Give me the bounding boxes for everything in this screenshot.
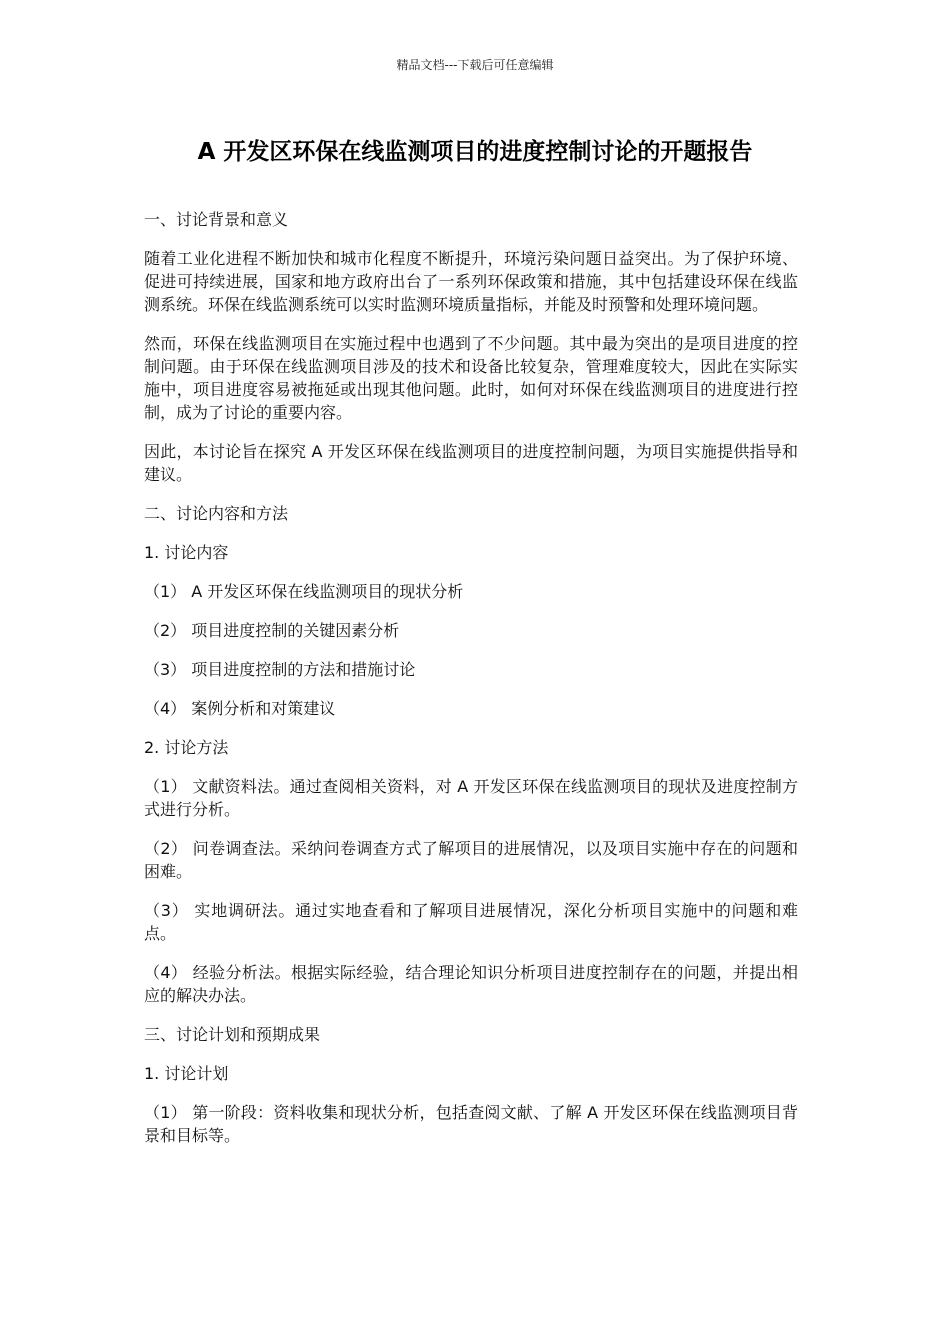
list-item: （2） 问卷调查法。采纳问卷调查方式了解项目的进展情况，以及项目实施中存在的问题和困难。 xyxy=(144,839,798,881)
document-title: A 开发区环保在线监测项目的进度控制讨论的开题报告 xyxy=(197,139,753,165)
list-item: （1） 文献资料法。通过查阅相关资料，对 A 开发区环保在线监测项目的现状及进度控制方式进行分析。 xyxy=(144,777,798,819)
subheading-method: 2. 讨论方法 xyxy=(144,738,229,757)
list-item: （1） A 开发区环保在线监测项目的现状分析 xyxy=(144,582,464,601)
body-paragraph: 因此，本讨论旨在探究 A 开发区环保在线监测项目的进度控制问题，为项目实施提供指导和建议。 xyxy=(144,442,798,484)
list-item: （3） 项目进度控制的方法和措施讨论 xyxy=(144,660,416,679)
body-paragraph: 随着工业化进程不断加快和城市化程度不断提升，环境污染问题日益突出。为了保护环境、促进可持续进展，国家和地方政府出台了一系列环保政策和措施，其中包括建设环保在线监测系统。环保在线监测系统可以实时监测环境质量指标，并能及时预警和处理环境问题。 xyxy=(144,249,798,314)
list-item: （4） 案例分析和对策建议 xyxy=(144,699,336,718)
list-item: （2） 项目进度控制的关键因素分析 xyxy=(144,621,400,640)
list-item: （4） 经验分析法。根据实际经验，结合理论知识分析项目进度控制存在的问题，并提出相应的解决办法。 xyxy=(144,963,798,1005)
section-heading-background: 一、讨论背景和意义 xyxy=(144,210,289,229)
section-heading-content-method: 二、讨论内容和方法 xyxy=(144,504,289,523)
subheading-plan: 1. 讨论计划 xyxy=(144,1064,229,1083)
header-note: 精品文档---下载后可任意编辑 xyxy=(396,58,554,72)
subheading-content: 1. 讨论内容 xyxy=(144,543,229,562)
body-paragraph: 然而，环保在线监测项目在实施过程中也遇到了不少问题。其中最为突出的是项目进度的控制问题。由于环保在线监测项目涉及的技术和设备比较复杂，管理难度较大，因此在实际实施中，项目进度容易被拖延或出现其他问题。此时，如何对环保在线监测项目的进度进行控制，成为了讨论的重要内容。 xyxy=(144,334,798,422)
section-heading-plan: 三、讨论计划和预期成果 xyxy=(144,1025,321,1044)
document-body xyxy=(144,208,798,1163)
list-item: （1） 第一阶段：资料收集和现状分析，包括查阅文献、了解 A 开发区环保在线监测项目背景和目标等。 xyxy=(144,1103,798,1145)
list-item: （3） 实地调研法。通过实地查看和了解项目进展情况，深化分析项目实施中的问题和难点。 xyxy=(144,901,798,943)
